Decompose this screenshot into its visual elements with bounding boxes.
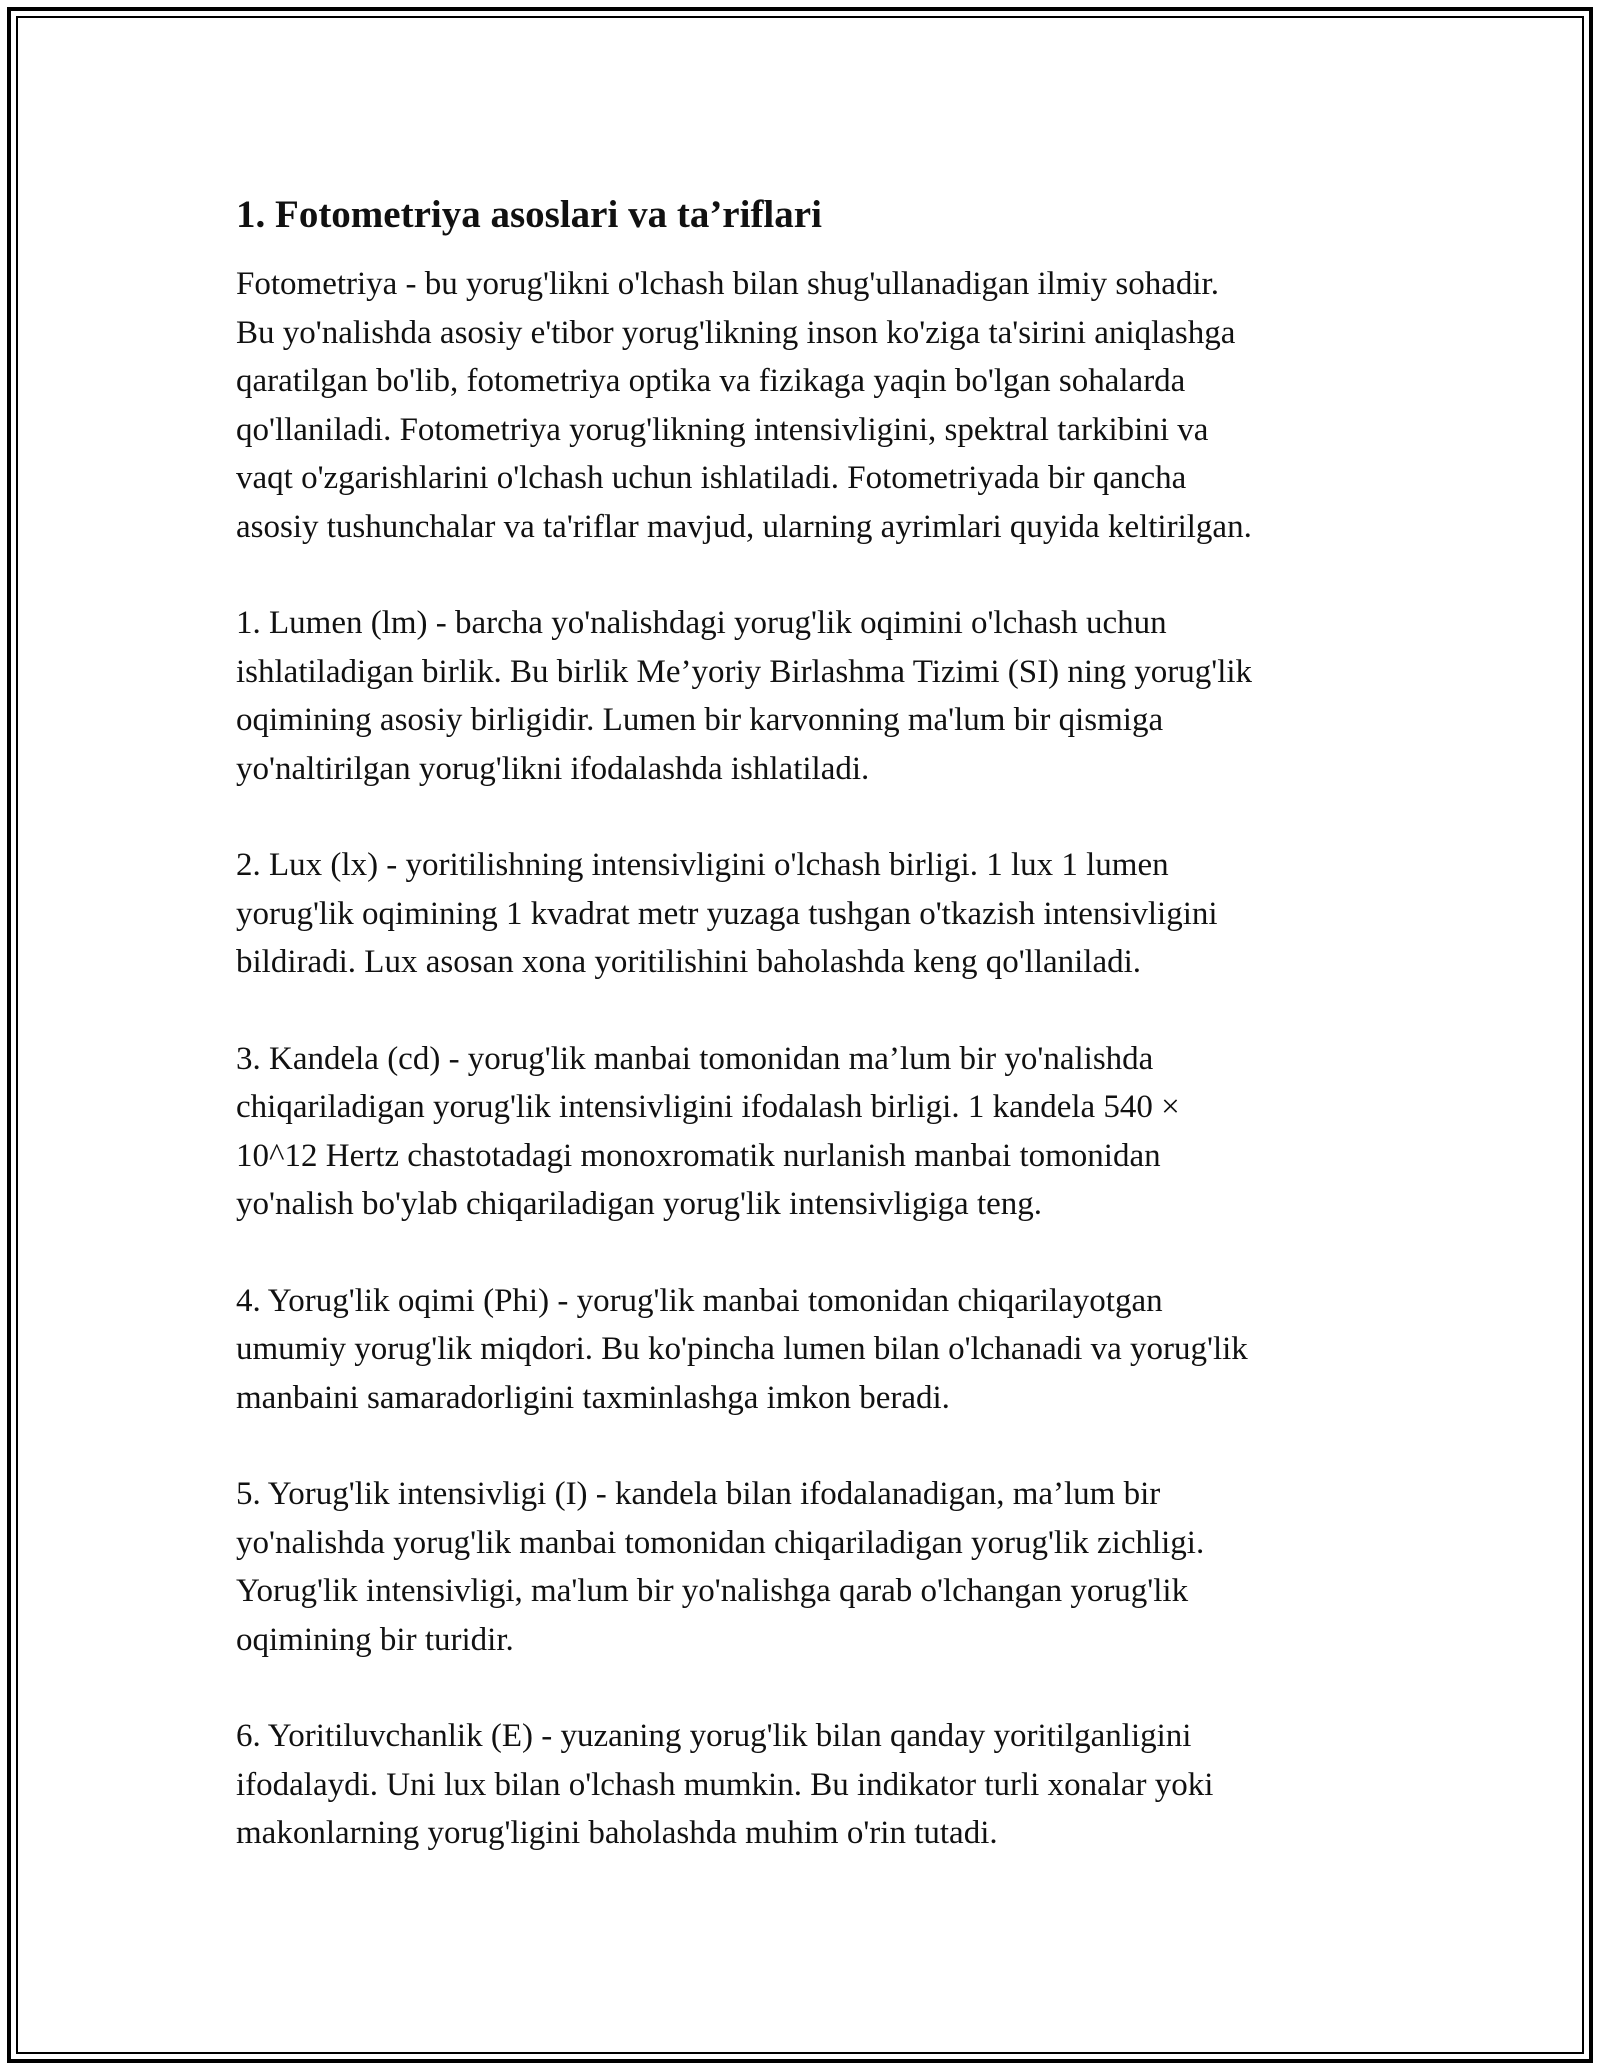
definition-lux: 2. Lux (lx) - yoritilishning intensivligini o'lchash birligi. 1 lux 1 lumen yorug'lik oqimining 1 kvadrat metr yuzaga tushgan o'tkazish intensivligini bildiradi. Lux asosan xona yoritilishini baholashda keng qo'llaniladi. xyxy=(236,847,1218,980)
definition-luminous-intensity: 5. Yorug'lik intensivligi (I) - kandela bilan ifodalanadigan, ma’lum bir yo'nalishda yorug'lik manbai tomonidan chiqariladigan yorug'lik zichligi. Yorug'lik intensivligi, ma'lum bir yo'nalishga qarab o'lchangan yorug'lik oqimining bir turidir. xyxy=(236,1476,1205,1658)
intro-paragraph: Fotometriya - bu yorug'likni o'lchash bilan shug'ullanadigan ilmiy sohadir. Bu yo'nalishda asosiy e'tibor yorug'likning inson ko'ziga ta'sirini aniqlashga qaratilgan bo'lib, fotometriya optika va fizikaga yaqin bo'lgan sohalarda qo'llaniladi. Fotometriya yorug'likning intensivligini, spektral tarkibini va vaqt o'zgarishlarini o'lchash uchun ishlatiladi. Fotometriyada bir qancha asosiy tushunchalar va ta'riflar mavjud, ularning ayrimlari quyida keltirilgan. xyxy=(236,266,1252,545)
definition-lumen: 1. Lumen (lm) - barcha yo'nalishdagi yorug'lik oqimini o'lchash uchun ishlatiladigan birlik. Bu birlik Me’yoriy Birlashma Tizimi (SI) ning yorug'lik oqimining asosiy birligidir. Lumen bir karvonning ma'lum bir qismiga yo'naltirilgan yorug'likni ifodalashda ishlatiladi. xyxy=(236,605,1253,787)
section-title: 1. Fotometriya asoslari va ta’riflari xyxy=(236,193,822,236)
document-body xyxy=(236,188,1386,1906)
definition-illuminance: 6. Yoritiluvchanlik (E) - yuzaning yorug'lik bilan qanday yoritilganligini ifodalaydi. Uni lux bilan o'lchash mumkin. Bu indikator turli xonalar yoki makonlarning yorug'ligini baholashda muhim o'rin tutadi. xyxy=(236,1718,1214,1851)
definition-kandela: 3. Kandela (cd) - yorug'lik manbai tomonidan ma’lum bir yo'nalishda chiqariladigan yorug'lik intensivligini ifodalash birligi. 1 kandela 540 × 10^12 Hertz chastotadagi monoxromatik nurlanish manbai tomonidan yo'nalish bo'ylab chiqariladigan yorug'lik intensivligiga teng. xyxy=(236,1040,1180,1222)
definition-luminous-flux: 4. Yorug'lik oqimi (Phi) - yorug'lik manbai tomonidan chiqarilayotgan umumiy yorug'lik miqdori. Bu ko'pincha lumen bilan o'lchanadi va yorug'lik manbaini samaradorligini taxminlashga imkon beradi. xyxy=(236,1282,1248,1416)
